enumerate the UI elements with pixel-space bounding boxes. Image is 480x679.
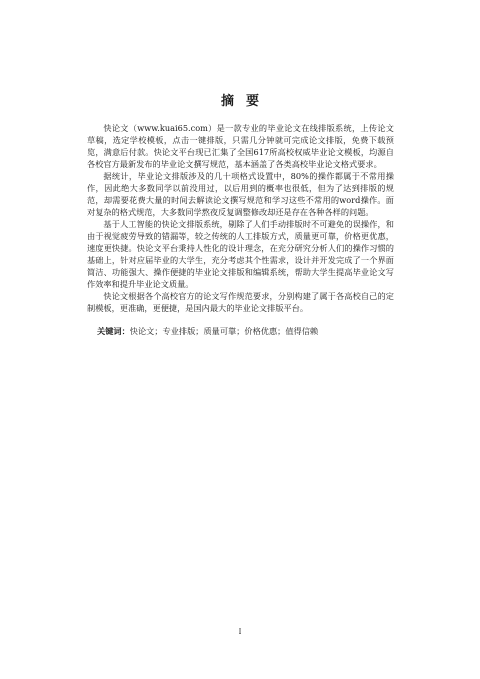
page-title: 摘要 [220, 94, 271, 109]
page-number: I [238, 628, 242, 636]
keywords-label: 关键词： [97, 326, 130, 336]
abstract-paragraph-2: 据统计，毕业论文排版涉及的几十项格式设置中，80%的操作都属于不常用操作，因此绝大多数同学以前没用过，以后用到的概率也很低，但为了达到排版的规范，却需要花费大量的时间去解读论文撰写规范和学习这些不常用的word操作。面对复杂的格式规范，大多数同学熬夜反复调整修改却还是存在各种各样的问题。 [87, 171, 394, 217]
abstract-body [87, 122, 394, 337]
abstract-paragraph-4: 快论文根据各个高校官方的论文写作规范要求，分别构建了属于各高校自己的定制模板，更准确，更便捷，是国内最大的毕业论文排版平台。 [87, 291, 394, 313]
keywords-line [87, 325, 394, 337]
abstract-paragraph-3: 基于人工智能的快论文排版系统，剔除了人们手动排版时不可避免的误操作，和由于视觉疲劳导致的错漏等，较之传统的人工排版方式，质量更可靠，价格更优惠，速度更快捷。快论文平台秉持人性化的设计理念，在充分研究分析人们的操作习惯的基础上，针对应届毕业的大学生，充分考虑其个性需求，设计并开发完成了一个界面简洁、功能强大、操作便捷的毕业论文排版和编辑系统，帮助大学生提高毕业论文写作效率和提升毕业论文质量。 [87, 219, 394, 289]
keywords-text: 快论文；专业排版；质量可靠；价格优惠；值得信赖 [129, 326, 319, 336]
abstract-paragraph-1: 快论文（www.kuai65.com）是一款专业的毕业论文在线排版系统，上传论文草稿，选定学校模板，点击一键排版，只需几分钟就可完成论文排版，免费下载预览，满意后付款。快论文平台现已汇集了全国617所高校权威毕业论文模板，均源自各校官方最新发布的毕业论文撰写规范，基本涵盖了各类高校毕业论文格式要求。 [87, 123, 394, 169]
